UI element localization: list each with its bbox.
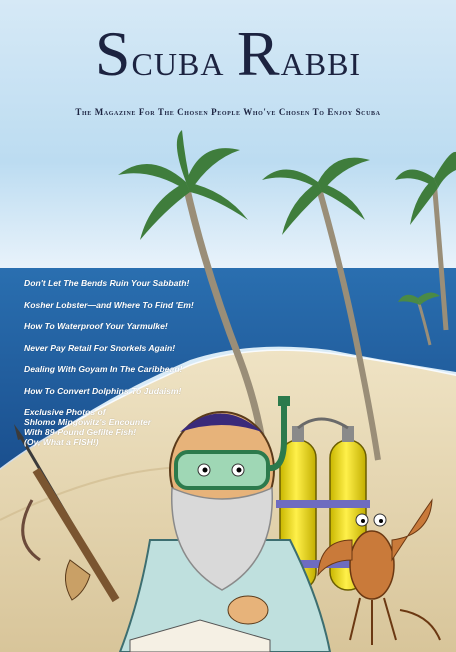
cover-headlines <box>24 278 244 459</box>
title-initial-r: R <box>236 18 281 89</box>
title-rest-1: cuba <box>131 34 225 85</box>
headline: Don't Let The Bends Ruin Your Sabbath! <box>24 278 190 288</box>
headline: Dealing With Goyam In The Caribbean! <box>24 364 183 374</box>
headline: How To Waterproof Your Yarmulke! <box>24 321 168 331</box>
title-initial-s: S <box>94 18 132 89</box>
magazine-tagline: The Magazine For The Chosen People Who've Chosen To Enjoy Scuba <box>75 107 381 117</box>
headline: Never Pay Retail For Snorkels Again! <box>24 342 176 353</box>
headline: How To Convert Dolphins To Judaism! <box>24 385 182 396</box>
headline: Exclusive Photos of Shlomo Mingowitz's Encounter With 89-Pound Gefilte Fish! (Oy, What a FISH!) <box>24 407 152 447</box>
title-rest-2: abbi <box>280 34 362 85</box>
magazine-title <box>0 18 456 89</box>
headline: Kosher Lobster—and Where To Find 'Em! <box>24 299 194 310</box>
